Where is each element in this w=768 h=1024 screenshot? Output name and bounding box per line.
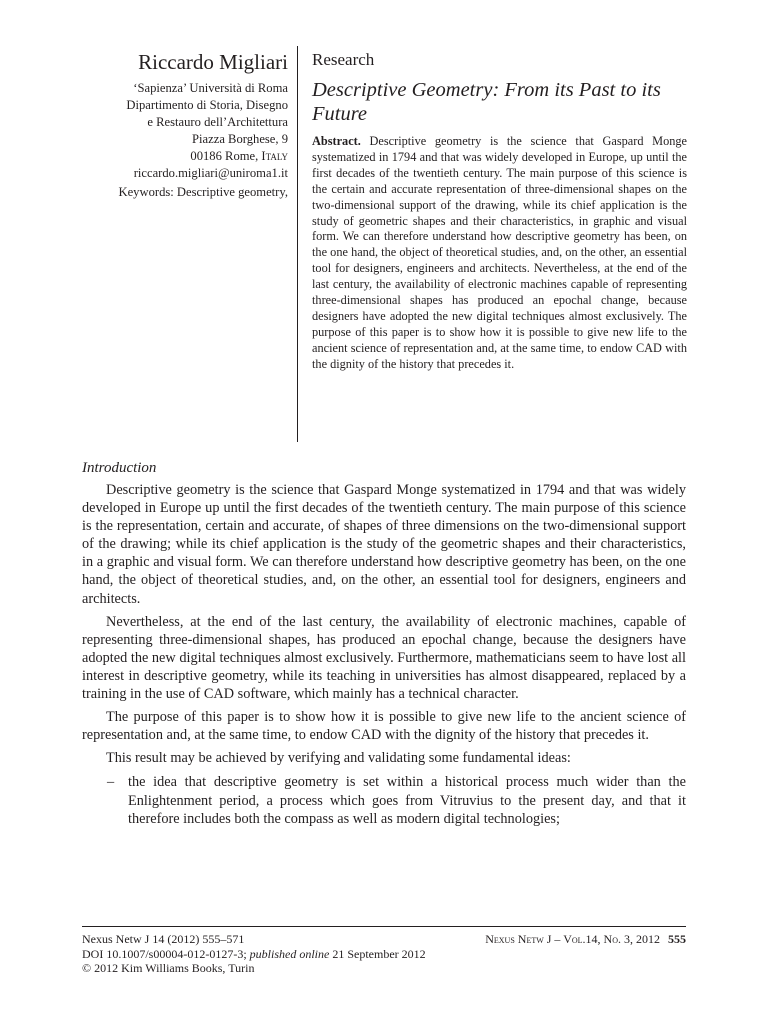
city-prefix: 00186 Rome,: [190, 149, 262, 163]
keywords: Keywords: Descriptive geometry,: [118, 185, 288, 199]
journal-ref: Nexus Netw J – Vol.14, No. 3, 2012: [485, 932, 660, 946]
list-dash: –: [107, 774, 115, 791]
section-label: Research: [312, 50, 375, 69]
affiliation-line: Piazza Borghese, 9: [192, 132, 288, 146]
abstract-label: Abstract.: [312, 134, 361, 148]
list-item-text: the idea that descriptive geometry is set within a historical process much wider than the Enlightenment period, a process which goes from Vitruvius to the present day, and that it therefore includes both the compass as well as modern digital technologies;: [128, 774, 686, 827]
affiliation-line: ‘Sapienza’ Università di Roma: [133, 81, 288, 95]
abstract-text: Descriptive geometry is the science that Gaspard Monge systematized in 1794 and that was widely developed in Europe, up until the first decades of the twentieth century. The main purpose of this science is the certain and accurate representation of three-dimensional shapes on the two-dimensional support of the drawing, while its chief application is the study of geometric shapes and their characteristics, in graphic and visual form. We can therefore understand how descriptive geometry has been, on the one hand, the object of theoretical studies, and, on the other, an essential tool for designers, engineers and architects. Nevertheless, at the end of the last century, the availability of electronic machines capable of representing three-dimensional shapes has produced an epochal change, because designers have adopted the new digital techniques almost exclusively. The purpose of this paper is to show how it is possible to give new life to the ancient science of representation and, at the same time, to endow CAD with the dignity of the history that precedes it.: [312, 134, 687, 371]
published-label: published online: [249, 946, 330, 961]
abstract: [312, 134, 687, 373]
list-item: [82, 773, 686, 827]
intro-body: [82, 481, 686, 828]
author-email: riccardo.migliari@uniroma1.it: [133, 166, 288, 180]
doi: DOI 10.1007/s00004-012-0127-3;: [82, 946, 250, 961]
column-divider: [297, 46, 298, 442]
affiliation-line: Dipartimento di Storia, Disegno: [126, 98, 288, 112]
page-number: 555: [668, 932, 686, 946]
intro-heading: Introduction: [82, 460, 157, 476]
affiliation-city: [70, 148, 288, 165]
footer-citation: Nexus Netw J 14 (2012) 555–571: [82, 932, 245, 946]
footer-right: [420, 932, 686, 947]
idea-list: [82, 773, 686, 827]
affiliation-line: e Restauro dell’Architettura: [147, 115, 288, 129]
paragraph: This result may be achieved by verifying and validating some fundamental ideas:: [106, 750, 571, 767]
paragraph: Nevertheless, at the end of the last century, the availability of electronic machines, capable of representing three-dimensional shapes, has produced an epochal change, because the designers have adopted the new digital techniques almost exclusively. Furthermore, mathematicians seem to have lost all interest in descriptive geometry, while its teaching in universities has almost disappeared, replaced by a training in the use of CAD software, which mainly has a technical character.: [82, 613, 686, 703]
footer-doi-line: [82, 947, 482, 962]
copyright: © 2012 Kim Williams Books, Turin: [82, 961, 255, 975]
paragraph: Descriptive geometry is the science that Gaspard Monge systematized in 1794 and that was widely developed in Europe up until the first decades of the twentieth century. The main purpose of this science is the representation, certain and accurate, of shapes of three dimensions on the two-dimensional support of the drawing; while its chief application is the study of the geometric shapes and their characteristics, in a graphic and visual form. We can therefore understand how descriptive geometry has been, on the one hand, the object of theoretical studies, and, on the other, an essential tool for designers, engineers and architects.: [82, 482, 686, 607]
author-affiliation: [70, 80, 288, 182]
published-date: 21 September 2012: [329, 946, 426, 961]
paper-title: Descriptive Geometry: From its Past to its Future: [312, 79, 661, 125]
paragraph: The purpose of this paper is to show how it is possible to give new life to the ancient science of representation and, at the same time, to endow CAD with the dignity of the history that precedes it.: [82, 709, 686, 744]
author-name: Riccardo Migliari: [138, 50, 288, 74]
country: Italy: [261, 149, 288, 163]
footer-rule: [82, 926, 686, 927]
